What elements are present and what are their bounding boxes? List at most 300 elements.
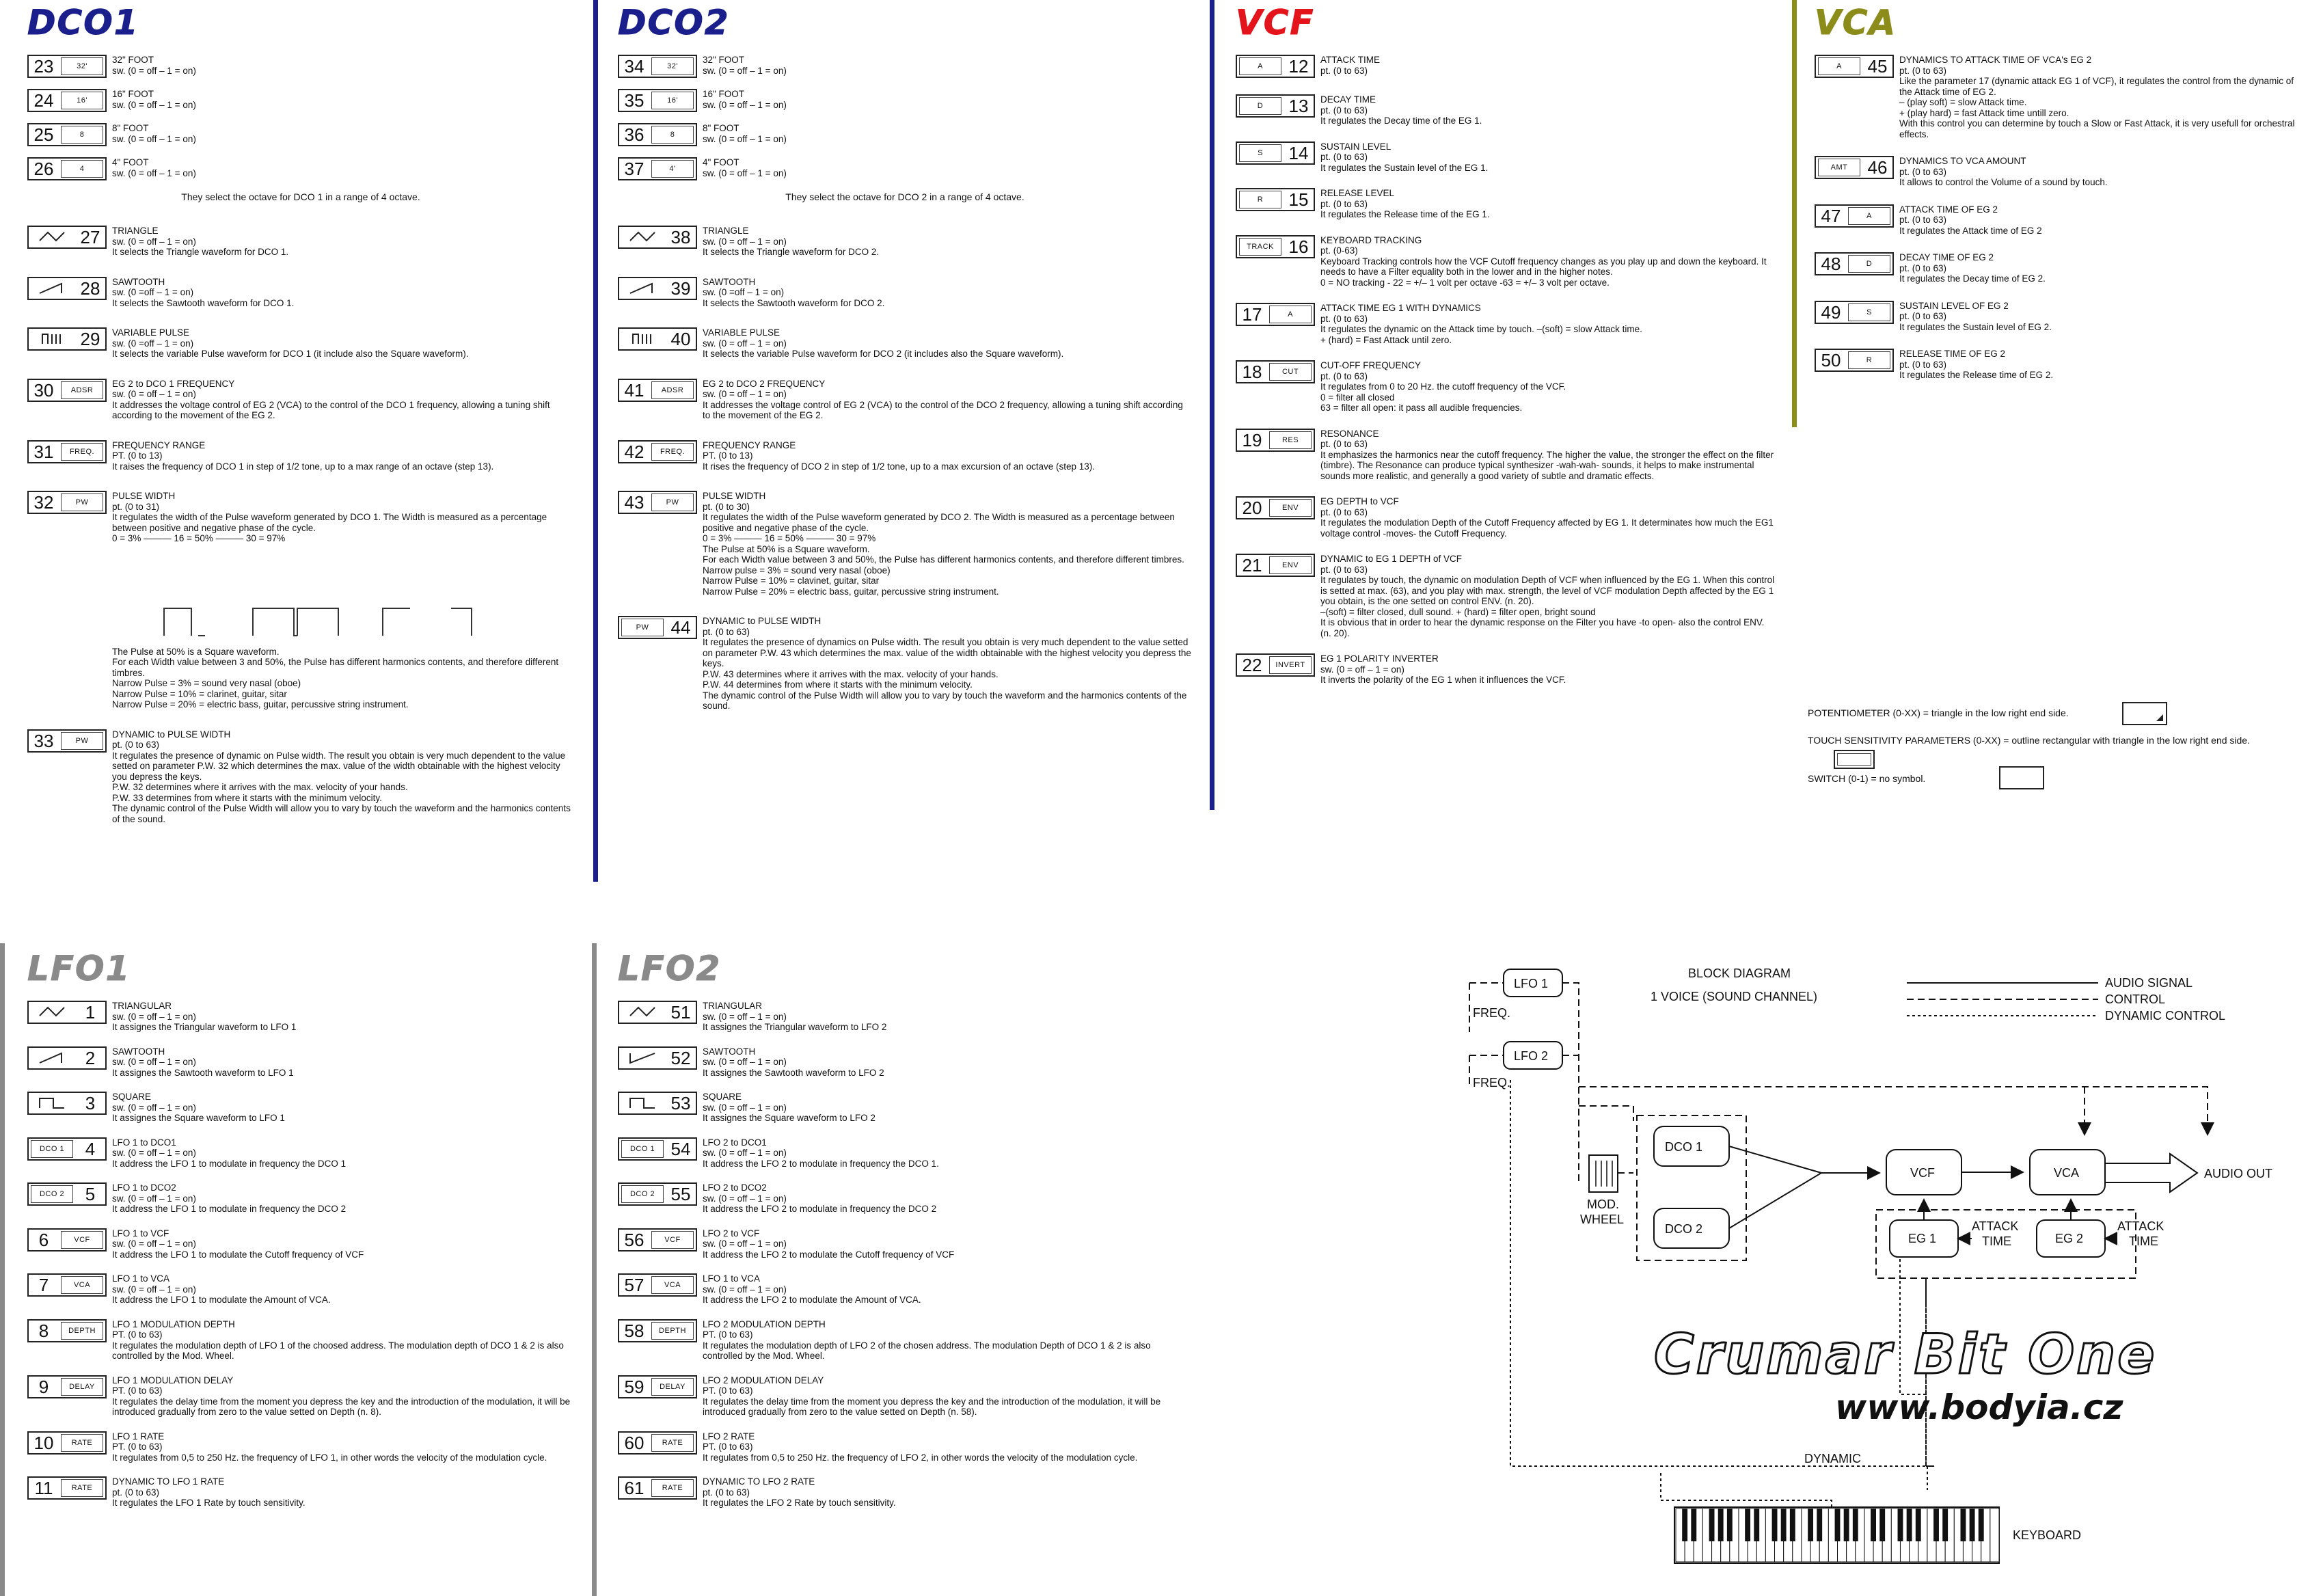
param-number: 26 bbox=[33, 159, 54, 179]
dco2-label: DCO 2 bbox=[1665, 1222, 1703, 1236]
param-box[interactable] bbox=[1236, 360, 1315, 383]
param-name: DYNAMIC TO LFO 1 RATE bbox=[112, 1476, 225, 1487]
lfo2-label: LFO 2 bbox=[1514, 1049, 1549, 1063]
param-label: RATE bbox=[61, 1434, 103, 1452]
diagram-subtitle: 1 VOICE (SOUND CHANNEL) bbox=[1651, 990, 1818, 1003]
param-box[interactable] bbox=[27, 55, 107, 78]
param-box[interactable] bbox=[618, 616, 697, 639]
param-name: LFO 2 to DCO1 bbox=[703, 1137, 767, 1148]
param-box[interactable] bbox=[1815, 156, 1894, 179]
parameter-18 bbox=[1236, 360, 1776, 414]
param-number: 22 bbox=[1242, 655, 1262, 675]
param-name: LFO 2 to DCO2 bbox=[703, 1182, 767, 1193]
dco2-divider bbox=[1210, 0, 1214, 810]
parameter-31 bbox=[27, 440, 574, 472]
param-name: LFO 1 RATE bbox=[112, 1431, 165, 1442]
vcf-label: VCF bbox=[1910, 1166, 1935, 1180]
parameter-41 bbox=[618, 379, 1192, 421]
parameter-48 bbox=[1815, 252, 2303, 284]
param-label: AMT bbox=[1818, 159, 1860, 176]
param-number: 30 bbox=[33, 379, 54, 401]
param-box[interactable] bbox=[618, 123, 697, 146]
param-label: R bbox=[1848, 351, 1890, 369]
parameter-9 bbox=[27, 1375, 574, 1418]
param-number: 28 bbox=[80, 278, 100, 299]
param-label: 32' bbox=[61, 57, 103, 75]
param-label: 4 bbox=[61, 160, 103, 178]
param-name: TRIANGLE bbox=[703, 226, 749, 236]
param-box[interactable] bbox=[618, 1375, 697, 1398]
param-description: sw. (0 =off – 1 = on) It selects the Sawtooth waveform for DCO 2. bbox=[703, 287, 885, 308]
param-box[interactable] bbox=[1236, 554, 1315, 577]
param-number: 55 bbox=[670, 1184, 691, 1204]
param-box[interactable] bbox=[27, 1001, 107, 1024]
param-description: sw. (0 = off – 1 = on) It assignes the Triangular waveform to LFO 2 bbox=[703, 1011, 887, 1032]
param-name: SAWTOOTH bbox=[112, 1046, 165, 1057]
param-description: pt. (0 to 63) bbox=[1320, 65, 1368, 76]
dco2-section bbox=[618, 5, 1192, 731]
param-name: DYNAMIC to PULSE WIDTH bbox=[112, 729, 231, 740]
param-number: 18 bbox=[1242, 362, 1262, 382]
param-box[interactable] bbox=[618, 1476, 697, 1500]
param-name: DYNAMICS TO VCA AMOUNT bbox=[1899, 156, 2026, 166]
param-label: DCO 2 bbox=[621, 1185, 664, 1203]
param-name: LFO 2 RATE bbox=[703, 1431, 755, 1442]
param-label: A bbox=[1818, 57, 1860, 75]
potentiometer-legend: POTENTIOMETER (0-XX) = triangle in the low right end side. bbox=[1808, 707, 2069, 718]
param-box[interactable] bbox=[1815, 301, 1894, 324]
param-number: 53 bbox=[670, 1093, 691, 1113]
parameter-5 bbox=[27, 1182, 574, 1215]
pulse-width-illustration bbox=[157, 601, 485, 643]
param-name: DYNAMIC to EG 1 DEPTH of VCF bbox=[1320, 554, 1463, 564]
param-label: DELAY bbox=[651, 1378, 694, 1396]
sawtooth-wave-icon bbox=[31, 280, 73, 297]
param-number: 54 bbox=[670, 1138, 691, 1159]
param-box[interactable] bbox=[27, 729, 107, 753]
param-name: 32" FOOT bbox=[703, 55, 745, 65]
parameter-47 bbox=[1815, 204, 2303, 236]
section-title: DCO2 bbox=[618, 3, 730, 42]
param-number: 10 bbox=[33, 1432, 54, 1453]
param-box[interactable] bbox=[27, 1182, 107, 1206]
param-box[interactable] bbox=[618, 1431, 697, 1455]
param-number: 23 bbox=[33, 56, 54, 77]
param-number: 17 bbox=[1242, 304, 1262, 325]
param-number: 24 bbox=[33, 90, 54, 111]
param-label: 4' bbox=[651, 160, 694, 178]
param-description: sw. (0 = off – 1 = on) bbox=[112, 65, 196, 76]
param-description: sw. (0 = off – 1 = on) It addresses the voltage control of EG 2 (VCA) to the control of the DCO 1 frequency, allowing a tuning shift according to the movement of the EG 2. bbox=[112, 389, 550, 420]
param-name: TRIANGULAR bbox=[112, 1001, 172, 1011]
param-box[interactable] bbox=[618, 89, 697, 112]
param-description: pt. (0 to 63) It regulates the Decay time of the EG 1. bbox=[1320, 105, 1482, 126]
param-box[interactable] bbox=[618, 1001, 697, 1024]
param-number: 20 bbox=[1242, 498, 1262, 518]
param-box[interactable] bbox=[1815, 349, 1894, 372]
param-description: pt. (0 to 30) It regulates the width of the Pulse waveform generated by DCO 2. The Width is measured as a percentage between positive and negative phase of the cycle. 0 = 3% ——— 16 = 50% ——— 30 = 97% The Pulse at 50% is a Square waveform. For each Width value between 3 and 50%, the Pulse has different harmonics contents, and therefore different timbres. Narrow pulse = 3% = sound very nasal (oboe) Narrow Pulse = 10% = clavinet, guitar, sitar Narrow Pulse = 20% = electric bass, guitar, percussive string instrument. bbox=[703, 501, 1184, 597]
parameter-32 bbox=[27, 491, 574, 544]
parameter-28 bbox=[27, 277, 574, 309]
dco1-divider bbox=[593, 0, 598, 882]
param-number: 50 bbox=[1821, 350, 1841, 370]
param-box[interactable] bbox=[618, 1137, 697, 1161]
param-box[interactable] bbox=[618, 379, 697, 402]
lfo2-section bbox=[618, 951, 1165, 1522]
freq-label-1: FREQ. bbox=[1473, 1006, 1511, 1020]
param-description: sw. (0 = off – 1 = on) It address the LFO 1 to modulate in frequency the DCO 1 bbox=[112, 1148, 347, 1169]
param-label: A bbox=[1269, 306, 1312, 323]
param-box[interactable] bbox=[1236, 429, 1315, 452]
param-description: sw. (0 = off – 1 = on) It assignes the Triangular waveform to LFO 1 bbox=[112, 1011, 297, 1032]
param-number: 52 bbox=[670, 1047, 691, 1068]
param-description: pt. (0 to 63) It regulates by touch, the dynamic on modulation Depth of VCF when influenced by the EG 1. When this control is setted at max. (63), and you play with max. strength, the level of VCF modulation Depth affected by the EG 1 you obtain, is the one setted on control ENV. (n. 20). –(soft) = filter closed, dull sound. + (hard) = filter open, bright sound It is obvious that in order to hear the dynamic response on the Filter you have -to open- also the control ENV. (n. 20). bbox=[1320, 564, 1775, 638]
param-label: D bbox=[1239, 97, 1281, 115]
parameter-17 bbox=[1236, 303, 1776, 345]
param-description: sw. (0 =off – 1 = on) It selects the Sawtooth waveform for DCO 1. bbox=[112, 287, 295, 308]
param-name: 8" FOOT bbox=[112, 123, 149, 133]
param-number: 61 bbox=[624, 1478, 644, 1498]
legend-control: CONTROL bbox=[2105, 992, 2166, 1006]
param-name: LFO 1 to VCF bbox=[112, 1228, 169, 1239]
param-description: pt. (0 to 63) It regulates the presence of dynamics on Pulse width. The result you obtain is very much dependent to the value setted on parameter P.W. 43 which determines the max. value of the width obtainable with the highest velocity you depress the keys. P.W. 43 determines where it arrives with the max. velocity of your hands. P.W. 44 determines from where it starts with the minimum velocity. The dynamic control of the Pulse Width will allow you to vary by touch the waveform and the harmonics contents of the sound. bbox=[703, 626, 1191, 711]
param-number: 38 bbox=[670, 227, 691, 247]
parameter-8 bbox=[27, 1319, 574, 1362]
parameter-12 bbox=[1236, 55, 1776, 79]
param-box[interactable] bbox=[618, 1319, 697, 1342]
param-number: 48 bbox=[1821, 254, 1841, 274]
keyboard-keys bbox=[1676, 1509, 1999, 1562]
param-label: PW bbox=[651, 493, 694, 511]
param-label: ADSR bbox=[61, 381, 103, 399]
parameter-29 bbox=[27, 327, 574, 360]
param-number: 16 bbox=[1288, 236, 1309, 257]
param-box[interactable] bbox=[618, 1273, 697, 1297]
param-name: SAWTOOTH bbox=[703, 276, 756, 287]
param-box[interactable] bbox=[618, 55, 697, 78]
wheel-label: WHEEL bbox=[1580, 1213, 1625, 1226]
time-label-2: TIME bbox=[2129, 1234, 2158, 1248]
mod-wheel-block bbox=[1589, 1155, 1618, 1192]
param-label: 8 bbox=[651, 126, 694, 144]
param-number: 31 bbox=[33, 441, 54, 462]
param-name: PULSE WIDTH bbox=[112, 491, 176, 501]
param-name: FREQUENCY RANGE bbox=[112, 439, 206, 450]
param-label: 8 bbox=[61, 126, 103, 144]
param-box[interactable] bbox=[618, 491, 697, 514]
parameter-7 bbox=[27, 1273, 574, 1306]
parameter-27 bbox=[27, 226, 574, 258]
param-number: 27 bbox=[80, 227, 100, 247]
param-box[interactable] bbox=[27, 379, 107, 402]
param-description: sw. (0 = off – 1 = on) bbox=[703, 167, 787, 178]
parameter-16 bbox=[1236, 235, 1776, 288]
parameter-11 bbox=[27, 1476, 574, 1509]
lfo1-divider bbox=[0, 943, 5, 1596]
param-name: SUSTAIN LEVEL OF EG 2 bbox=[1899, 300, 2009, 311]
octave-note: They select the octave for DCO 1 in a range of 4 octave. bbox=[181, 191, 420, 202]
param-number: 32 bbox=[33, 492, 54, 513]
param-number: 56 bbox=[624, 1229, 644, 1250]
param-description: sw. (0 = off – 1 = on) It assignes the Square waveform to LFO 2 bbox=[703, 1102, 875, 1123]
param-name: VARIABLE PULSE bbox=[703, 327, 780, 338]
param-name: LFO 1 to VCA bbox=[112, 1273, 170, 1284]
param-label: S bbox=[1848, 303, 1890, 321]
param-box[interactable] bbox=[618, 1182, 697, 1206]
param-label: R bbox=[1239, 191, 1281, 208]
parameter-2 bbox=[27, 1046, 574, 1079]
param-box[interactable] bbox=[27, 440, 107, 463]
param-box[interactable] bbox=[27, 123, 107, 146]
param-box[interactable] bbox=[1236, 188, 1315, 211]
param-name: 16" FOOT bbox=[112, 89, 154, 99]
param-description: pt. (0 to 63) It regulates the presence of dynamic on Pulse width. The result you obtain is very much dependent to the value setted on parameter P.W. 32 which determines the max. value of the width obtainable with the highest velocity you depress the keys. P.W. 32 determines where it arrives with the max. velocity of your hands. P.W. 33 determines from where it starts with the minimum velocity. The dynamic control of the Pulse Width will allow you to vary by touch the waveform and the harmonics contents of the sound. bbox=[112, 740, 571, 824]
param-number: 1 bbox=[85, 1002, 96, 1023]
param-description: PT. (0 to 13) It rises the frequency of DCO 2 in step of 1/2 tone, up to a max excursion of an octave (step 13). bbox=[703, 450, 1096, 472]
param-number: 13 bbox=[1288, 96, 1309, 116]
triangle-wave-icon bbox=[621, 1003, 664, 1021]
parameter-49 bbox=[1815, 301, 2303, 333]
param-number: 44 bbox=[670, 617, 691, 638]
param-name: DYNAMIC TO LFO 2 RATE bbox=[703, 1476, 815, 1487]
param-description: sw. (0 = off – 1 = on) It selects the variable Pulse waveform for DCO 2 (it includes also the Square waveform). bbox=[703, 338, 1064, 359]
param-description: sw. (0 = off – 1 = on) It address the LFO 1 to modulate the Cutoff frequency of VCF bbox=[112, 1239, 364, 1260]
param-name: ATTACK TIME EG 1 WITH DYNAMICS bbox=[1320, 303, 1481, 313]
param-label: VCA bbox=[61, 1276, 103, 1294]
parameter-4 bbox=[27, 1137, 574, 1169]
mod-label: MOD. bbox=[1587, 1198, 1619, 1211]
param-box[interactable] bbox=[1236, 94, 1315, 118]
param-label: PW bbox=[61, 493, 103, 511]
param-box[interactable] bbox=[618, 1092, 697, 1115]
param-box[interactable] bbox=[27, 1431, 107, 1455]
triangle-wave-icon bbox=[621, 228, 664, 246]
parameter-46 bbox=[1815, 156, 2303, 188]
parameter-52 bbox=[618, 1046, 1165, 1079]
parameter-51 bbox=[618, 1001, 1165, 1033]
eg1-label: EG 1 bbox=[1908, 1232, 1937, 1245]
param-box[interactable] bbox=[27, 1092, 107, 1115]
param-description: sw. (0 = off – 1 = on) It address the LFO 2 to modulate in frequency the DCO 1. bbox=[703, 1148, 939, 1169]
param-name: SAWTOOTH bbox=[703, 1046, 756, 1057]
param-box[interactable] bbox=[27, 1375, 107, 1398]
param-name: DECAY TIME bbox=[1320, 94, 1376, 105]
param-box[interactable] bbox=[1236, 496, 1315, 519]
parameter-25 bbox=[27, 123, 574, 148]
param-description: pt. (0 to 63) It regulates the Attack time of EG 2 bbox=[1899, 215, 2042, 236]
param-description: sw. (0 = off – 1 = on) It address the LFO 2 to modulate in frequency the DCO 2 bbox=[703, 1193, 937, 1214]
section-title: LFO2 bbox=[618, 949, 722, 988]
param-box[interactable] bbox=[1236, 55, 1315, 78]
param-description: sw. (0 = off – 1 = on) It address the LFO 1 to modulate the Amount of VCA. bbox=[112, 1284, 331, 1305]
param-description: sw. (0 = off – 1 = on) It address the LFO 2 to modulate the Cutoff frequency of VCF bbox=[703, 1239, 955, 1260]
param-box[interactable] bbox=[27, 226, 107, 249]
param-name: TRIANGLE bbox=[112, 226, 159, 236]
diagram-title: BLOCK DIAGRAM bbox=[1688, 966, 1791, 980]
switch-symbol bbox=[1999, 766, 2044, 789]
param-number: 41 bbox=[624, 379, 644, 401]
param-name: TRIANGULAR bbox=[703, 1001, 763, 1011]
param-description: sw. (0 = off – 1 = on) It address the LFO 2 to modulate the Amount of VCA. bbox=[703, 1284, 921, 1305]
param-number: 29 bbox=[80, 329, 100, 349]
param-label: 16' bbox=[651, 92, 694, 109]
param-name: LFO 1 to DCO1 bbox=[112, 1137, 176, 1148]
parameter-36 bbox=[618, 123, 1192, 148]
param-box[interactable] bbox=[1815, 252, 1894, 275]
parameter-42 bbox=[618, 440, 1192, 472]
param-box[interactable] bbox=[618, 157, 697, 180]
param-box[interactable] bbox=[27, 1046, 107, 1070]
param-name: 8" FOOT bbox=[703, 123, 739, 133]
param-box[interactable] bbox=[1236, 653, 1315, 677]
param-number: 12 bbox=[1288, 56, 1309, 77]
param-name: EG 2 to DCO 2 FREQUENCY bbox=[703, 378, 826, 389]
pulse-wave-icon bbox=[621, 330, 664, 348]
param-label: INVERT bbox=[1269, 656, 1312, 674]
param-name: DECAY TIME OF EG 2 bbox=[1899, 252, 1994, 262]
param-label: 16' bbox=[61, 92, 103, 109]
param-number: 35 bbox=[624, 90, 644, 111]
param-label: FREQ. bbox=[651, 443, 694, 461]
param-name: 16" FOOT bbox=[703, 89, 745, 99]
dco1-section bbox=[27, 5, 574, 831]
param-description: sw. (0 = off – 1 = on) It address the LFO 1 to modulate in frequency the DCO 2 bbox=[112, 1193, 347, 1214]
param-description: PT. (0 to 63) It regulates from 0,5 to 250 Hz. the frequency of LFO 1, in other words the velocity of the modulation cycle. bbox=[112, 1442, 547, 1463]
param-label: 32' bbox=[651, 57, 694, 75]
param-label: RATE bbox=[651, 1434, 694, 1452]
param-description: pt. (0 to 63) It allows to control the Volume of a sound by touch. bbox=[1899, 166, 2108, 187]
param-name: ATTACK TIME bbox=[1320, 55, 1381, 65]
param-box[interactable] bbox=[27, 1137, 107, 1161]
parameter-23 bbox=[27, 55, 574, 79]
param-description: pt. (0 to 63) It emphasizes the harmonics near the cutoff frequency. The higher the value, the stronger the effect on the filter (timbre). The Resonance can produce typical synthesizer -wah-wah- sounds, it helps to make instrumental sounds more realistic, and generally a good variety of subtle and dramatic effects. bbox=[1320, 439, 1774, 481]
param-description: PT. (0 to 63) It regulates the modulation depth of LFO 1 of the choosed address. The modulation depth of DCO 1 & 2 is also controlled by the Mod. Wheel. bbox=[112, 1329, 564, 1361]
param-number: 33 bbox=[33, 730, 54, 751]
param-name: LFO 2 to VCF bbox=[703, 1228, 760, 1239]
param-description: pt. (0 to 31) It regulates the width of the Pulse waveform generated by DCO 1. The Width is measured as a percentage between positive and negative phase of the cycle. 0 = 3% ——— 16 = 50% ——— 30 = 97% bbox=[112, 501, 547, 543]
param-description: sw. (0 =off – 1 = on) It selects the variable Pulse waveform for DCO 1 (it include also the Square waveform). bbox=[112, 338, 469, 359]
time-label-1: TIME bbox=[1982, 1234, 2011, 1248]
param-box[interactable] bbox=[618, 440, 697, 463]
param-label: DEPTH bbox=[651, 1322, 694, 1340]
param-number: 14 bbox=[1288, 142, 1309, 163]
param-box[interactable] bbox=[1236, 141, 1315, 165]
parameter-61 bbox=[618, 1476, 1165, 1509]
param-description: sw. (0 = off – 1 = on) It assignes the Sawtooth waveform to LFO 1 bbox=[112, 1057, 294, 1078]
param-number: 57 bbox=[624, 1275, 644, 1295]
param-box[interactable] bbox=[27, 1228, 107, 1252]
param-name: LFO 2 MODULATION DELAY bbox=[703, 1375, 824, 1385]
param-name: EG 2 to DCO 1 FREQUENCY bbox=[112, 378, 235, 389]
param-description: pt. (0 to 63) Like the parameter 17 (dynamic attack EG 1 of VCF), it regulates the control from the dynamic of the Attack time of EG 2. – (play soft) = slow Attack time. + (play hard) = fast Attack time untill zero. With this control you can determine by touch a Slow or Fast Attack, it is very usefull for orchestral effects. bbox=[1899, 65, 2295, 139]
param-name: SQUARE bbox=[112, 1092, 152, 1102]
param-number: 25 bbox=[33, 124, 54, 145]
param-box[interactable] bbox=[618, 226, 697, 249]
parameter-30 bbox=[27, 379, 574, 421]
param-label: PW bbox=[621, 619, 664, 636]
param-description: PT. (0 to 63) It regulates the delay time from the moment you depress the key and the introduction of the modulation, it will be introduced gradually from zero to the value setted on Depth (n. 58). bbox=[703, 1385, 1161, 1417]
param-box[interactable] bbox=[1815, 204, 1894, 228]
lfo1-label: LFO 1 bbox=[1514, 977, 1549, 990]
parameter-54 bbox=[618, 1137, 1165, 1169]
param-description: sw. (0 = off – 1 = on) bbox=[112, 133, 196, 144]
param-number: 47 bbox=[1821, 205, 1841, 226]
param-box[interactable] bbox=[27, 277, 107, 300]
param-number: 40 bbox=[670, 329, 691, 349]
square-wave-icon bbox=[31, 1094, 73, 1112]
param-description: PT. (0 to 13) It raises the frequency of DCO 1 in step of 1/2 tone, up to a max range of an octave (step 13). bbox=[112, 450, 494, 472]
attack-label-2: ATTACK bbox=[2117, 1219, 2164, 1233]
legend-audio: AUDIO SIGNAL bbox=[2105, 976, 2193, 990]
parameter-34 bbox=[618, 55, 1192, 79]
param-number: 59 bbox=[624, 1376, 644, 1397]
legend-dynamic: DYNAMIC CONTROL bbox=[2105, 1009, 2226, 1023]
param-name: LFO 1 MODULATION DELAY bbox=[112, 1375, 234, 1385]
brand-url: www.bodyia.cz bbox=[1835, 1388, 2123, 1427]
param-description: PT. (0 to 63) It regulates from 0,5 to 250 Hz. the frequency of LFO 2, in other words the velocity of the modulation cycle. bbox=[703, 1442, 1138, 1463]
param-box[interactable] bbox=[27, 157, 107, 180]
parameter-21 bbox=[1236, 554, 1776, 638]
param-label: TRACK bbox=[1239, 238, 1281, 256]
touch-symbol bbox=[1834, 750, 1875, 769]
param-label: DELAY bbox=[61, 1378, 103, 1396]
param-box[interactable] bbox=[27, 491, 107, 514]
param-description: sw. (0 = off – 1 = on) It inverts the polarity of the EG 1 when it influences the VCF. bbox=[1320, 664, 1566, 685]
section-title: VCF bbox=[1236, 3, 1315, 42]
param-box[interactable] bbox=[27, 1476, 107, 1500]
block-diagram bbox=[1456, 957, 2303, 1596]
parameter-14 bbox=[1236, 141, 1776, 174]
param-description: pt. (0 to 63) It regulates the Decay time of EG 2. bbox=[1899, 262, 2046, 284]
param-number: 51 bbox=[670, 1002, 691, 1023]
dynamic-label: DYNAMIC bbox=[1804, 1452, 1862, 1465]
param-label: ENV bbox=[1269, 556, 1312, 574]
param-description: sw. (0 = off – 1 = on) bbox=[703, 99, 787, 110]
param-box[interactable] bbox=[27, 1319, 107, 1342]
param-box[interactable] bbox=[618, 277, 697, 300]
param-name: LFO 1 MODULATION DEPTH bbox=[112, 1318, 235, 1329]
param-number: 58 bbox=[624, 1320, 644, 1341]
parameter-6 bbox=[27, 1228, 574, 1260]
param-description: sw. (0 = off – 1 = on) bbox=[112, 167, 196, 178]
param-box[interactable] bbox=[27, 327, 107, 351]
param-box[interactable] bbox=[27, 89, 107, 112]
param-box[interactable] bbox=[1236, 235, 1315, 258]
parameter-39 bbox=[618, 277, 1192, 309]
param-description: sw. (0 = off – 1 = on) bbox=[112, 99, 196, 110]
attack-label-1: ATTACK bbox=[1972, 1219, 2019, 1233]
param-number: 49 bbox=[1821, 301, 1841, 323]
param-label: DCO 1 bbox=[621, 1140, 664, 1158]
param-label: PW bbox=[61, 732, 103, 750]
section-title: DCO1 bbox=[27, 3, 139, 42]
param-box[interactable] bbox=[1815, 55, 1894, 78]
keyboard-label: KEYBOARD bbox=[2013, 1528, 2082, 1542]
param-box[interactable] bbox=[27, 1273, 107, 1297]
param-name: LFO 1 to DCO2 bbox=[112, 1182, 176, 1193]
param-number: 19 bbox=[1242, 429, 1262, 450]
param-description: sw. (0 = off – 1 = on) It selects the Triangle waveform for DCO 1. bbox=[112, 236, 289, 257]
param-name: 4" FOOT bbox=[703, 157, 739, 167]
param-box[interactable] bbox=[618, 1228, 697, 1252]
param-name: PULSE WIDTH bbox=[703, 491, 766, 501]
param-box[interactable] bbox=[618, 327, 697, 351]
param-number: 2 bbox=[85, 1047, 96, 1068]
param-box[interactable] bbox=[618, 1046, 697, 1070]
param-label: ENV bbox=[1269, 499, 1312, 517]
parameter-56 bbox=[618, 1228, 1165, 1260]
param-box[interactable] bbox=[1236, 303, 1315, 326]
